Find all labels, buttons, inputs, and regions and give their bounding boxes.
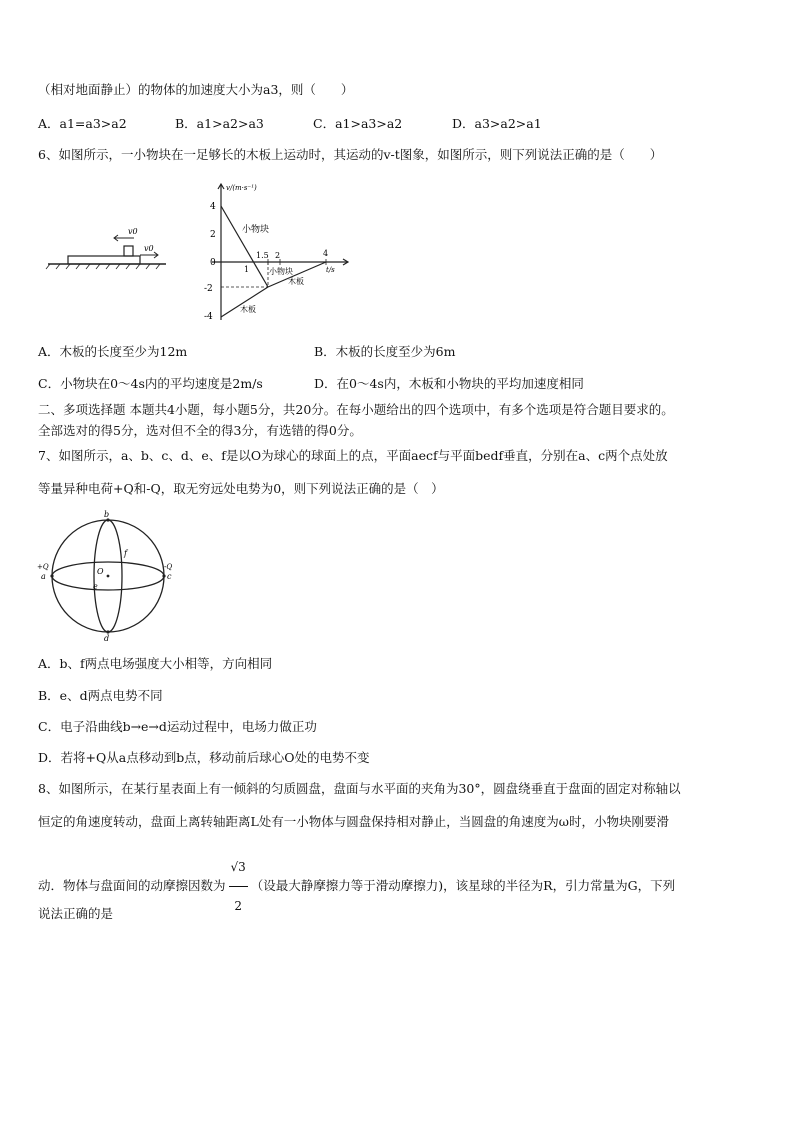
vt-xtick-1-5: 1.5	[256, 251, 269, 260]
q6-option-b: B．木板的长度至少为6m	[314, 344, 456, 359]
q5-option-a: A．a1=a3>a2	[38, 116, 127, 131]
charge-minus-q: -Q	[164, 563, 173, 571]
q8-line2: 恒定的角速度转动，盘面上离转轴距离L处有一小物体与圆盘保持相对静止，当圆盘的角速度为ω时，小物块刚要滑	[38, 814, 669, 829]
vt-ytick-neg4: -4	[204, 312, 213, 322]
q8-line3-post: （设最大静摩擦力等于滑动摩擦力)，该星球的半径为R，引力常量为G，下列	[250, 878, 676, 893]
q8-line3-pre: 动．物体与盘面间的动摩擦因数为	[38, 878, 226, 893]
vt-ytick-2: 2	[210, 230, 216, 240]
vt-xtick-1: 1	[244, 265, 250, 274]
mu-fraction-denominator: 2	[234, 899, 242, 913]
vt-label-board-mid: 木板	[288, 277, 304, 286]
section2-line1: 二、多项选择题 本题共4小题，每小题5分，共20分。在每小题给出的四个选项中，有多个选项是符合题目要求的。	[38, 402, 674, 417]
sphere-point-d: d	[104, 634, 110, 643]
sphere-center-o: O	[97, 567, 104, 576]
vt-ytick-0: 0	[210, 258, 216, 268]
q8-line4: 说法正确的是	[38, 906, 114, 921]
q6-option-c: C．小物块在0～4s内的平均速度是2m/s	[38, 376, 263, 391]
sphere-point-b: b	[104, 510, 110, 519]
section2-line2: 全部选对的得5分，选对但不全的得3分，有选错的得0分。	[38, 423, 362, 438]
q7-line2: 等量异种电荷+Q和-Q，取无穷远处电势为0，则下列说法正确的是（ ）	[38, 481, 444, 496]
q6-vt-graph	[196, 180, 356, 330]
q7-line1: 7、如图所示，a、b、c、d、e、f是以O为球心的球面上的点，平面aecf与平面bedf垂直，分别在a、c两个点处放	[38, 448, 668, 463]
vt-label-block-top: 小物块	[242, 225, 270, 235]
vt-ylabel: v/(m·s⁻¹)	[226, 184, 257, 192]
sphere-point-c: c	[167, 572, 172, 581]
q5-option-b: B．a1>a2>a3	[175, 116, 264, 131]
q7-option-a: A．b、f两点电场强度大小相等，方向相同	[38, 656, 273, 671]
q6-option-a: A．木板的长度至少为12m	[38, 344, 188, 359]
sphere-point-a: a	[41, 572, 46, 581]
q7-option-c: C．电子沿曲线b→e→d运动过程中，电场力做正功	[38, 719, 317, 734]
q5-option-c: C．a1>a3>a2	[313, 116, 403, 131]
v0-label-bottom: v0	[144, 244, 154, 253]
vt-label-board-bot: 木板	[240, 305, 256, 314]
mu-fraction	[229, 848, 248, 925]
vt-xlabel: t/s	[326, 266, 335, 274]
q6-option-d: D．在0～4s内，木板和小物块的平均加速度相同	[314, 376, 584, 391]
vt-ytick-neg2: -2	[204, 284, 213, 294]
sphere-point-f: f	[124, 549, 127, 558]
q5-option-d: D．a3>a2>a1	[452, 116, 542, 131]
q7-option-d: D．若将+Q从a点移动到b点，移动前后球心O处的电势不变	[38, 750, 370, 765]
vt-label-block-mid: 小物块	[269, 267, 293, 276]
q8-line3	[38, 848, 675, 925]
vt-ytick-4: 4	[210, 202, 216, 212]
q7-option-b: B．e、d两点电势不同	[38, 688, 163, 703]
q7-sphere-figure	[36, 508, 186, 644]
vt-xtick-2: 2	[275, 251, 281, 260]
q6-stem: 6、如图所示，一小物块在一足够长的木板上运动时，其运动的v-t图象，如图所示，则下列说法正确的是（ ）	[38, 147, 663, 162]
mu-fraction-numerator: √3	[229, 848, 248, 887]
vt-xtick-4: 4	[323, 249, 329, 258]
q6-board-figure	[40, 218, 170, 273]
sphere-point-e: e	[93, 582, 98, 591]
v0-label-top: v0	[128, 227, 138, 236]
q8-line1: 8、如图所示，在某行星表面上有一倾斜的匀质圆盘，盘面与水平面的夹角为30°，圆盘绕垂直于盘面的固定对称轴以	[38, 781, 681, 796]
charge-plus-q: +Q	[37, 563, 49, 571]
q5-tail: （相对地面静止）的物体的加速度大小为a3，则（ ）	[38, 82, 354, 97]
